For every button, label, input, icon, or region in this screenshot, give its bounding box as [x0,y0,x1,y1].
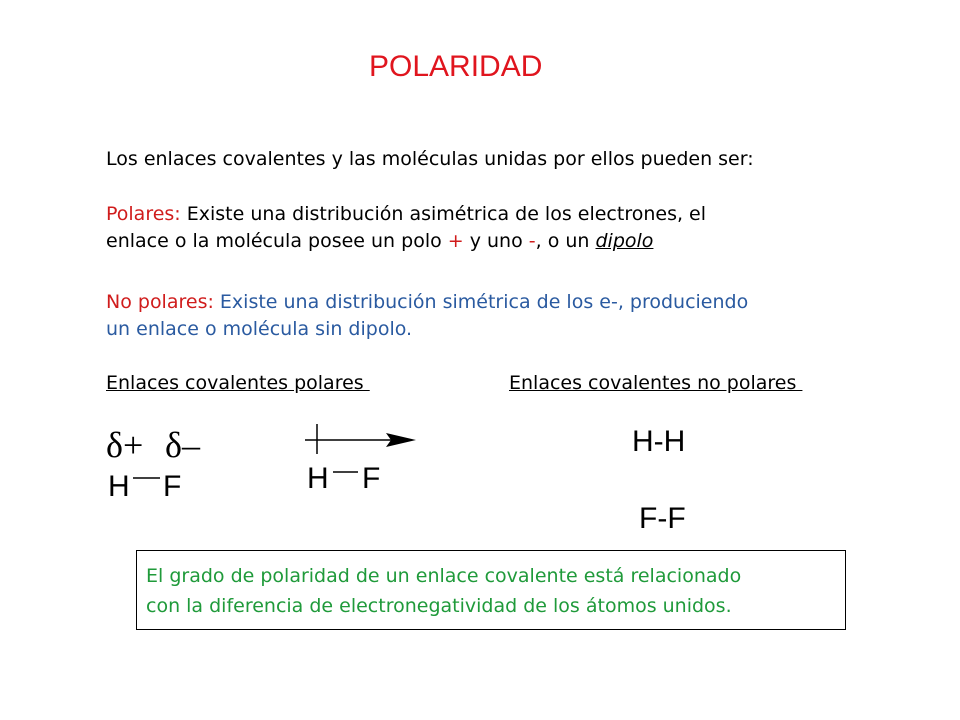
hf-atom-h: H [108,470,130,503]
heading-nonpolar-bonds: Enlaces covalentes no polares [509,372,803,394]
polar-label: Polares: [106,203,181,225]
intro-text: Los enlaces covalentes y las moléculas unidas por ellos pueden ser: [106,148,754,170]
note-line1: El grado de polaridad de un enlace covalente está relacionado [146,565,742,587]
dipole-atom-f: F [362,462,381,495]
molecule-hh: H-H [632,425,686,458]
dipole-atom-h: H [307,462,329,495]
polar-text-line2a: enlace o la molécula posee un polo [106,230,448,252]
minus-sign: - [528,230,536,252]
dipolo-word: dipolo [595,230,654,252]
delta-plus-symbol: δ+ [106,425,144,465]
delta-minus-symbol: δ– [165,425,200,465]
plus-sign: + [447,230,464,252]
polar-text-line2c: , o un [535,230,596,252]
hf-atom-f: F [163,470,182,503]
nonpolar-text-line2: un enlace o molécula sin dipolo. [106,318,413,340]
polar-text-line1: Existe una distribución asimétrica de los electrones, el [180,203,707,225]
nonpolar-text-line1: Existe una distribución simétrica de los e-, produciendo [213,291,749,313]
nonpolar-label: No polares: [106,291,214,313]
note-text [146,561,741,621]
heading-polar-bonds: Enlaces covalentes polares [106,372,370,394]
polar-text-line2b: y uno [463,230,529,252]
page-title: POLARIDAD [369,50,543,83]
molecule-ff: F-F [639,502,686,535]
note-line2: con la diferencia de electronegatividad de los átomos unidos. [146,595,732,617]
